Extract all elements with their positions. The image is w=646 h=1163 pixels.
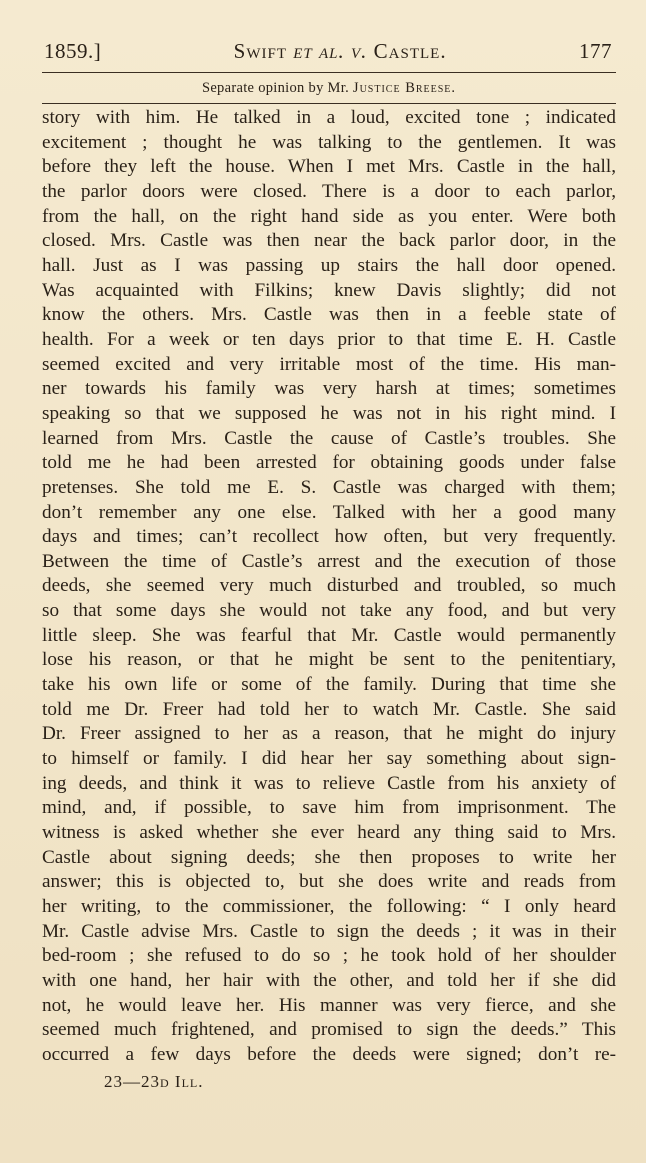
text-line: deeds, she seemed very much disturbed and troubled, so much xyxy=(42,575,616,597)
text-line: Dr. Freer assigned to her as a reason, that he might do injury xyxy=(42,723,616,745)
text-line: little sleep. She was fearful that Mr. Castle would permanently xyxy=(42,624,616,646)
subheader-name: Justice Breese. xyxy=(352,80,457,96)
text-line: story with him. He talked in a loud, excited tone ; indicated xyxy=(42,107,616,128)
text-line: lose his reason, or that he might be sent to the penitentiary, xyxy=(42,649,616,671)
text-line: speaking so that we supposed he was not in his right mind. I xyxy=(42,402,616,424)
opinion-subheader xyxy=(42,79,616,97)
text-line: Was acquainted with Filkins; knew Davis slightly; did not xyxy=(42,279,616,301)
text-line: closed. Mrs. Castle was then near the back parlor door, in the xyxy=(42,230,616,252)
text-line: to himself or family. I did hear her say something about sign- xyxy=(42,748,616,770)
text-line: not, he would leave her. His manner was very fierce, and she xyxy=(42,994,616,1016)
case-title-post: Castle. xyxy=(367,39,447,63)
text-line: seemed much frightened, and promised to sign the deeds.” This xyxy=(42,1019,616,1041)
case-title xyxy=(234,38,447,64)
page-number: 177 xyxy=(578,39,612,63)
text-line: with one hand, her hair with the other, and told her if she did xyxy=(42,969,616,991)
text-line: witness is asked whether she ever heard any thing said to Mrs. xyxy=(42,822,616,844)
text-line: told me Dr. Freer had told her to watch Mr. Castle. She said xyxy=(42,698,616,720)
text-line: so that some days she would not take any food, and but very xyxy=(42,600,616,622)
text-line: know the others. Mrs. Castle was then in a feeble state of xyxy=(42,304,616,326)
subheader-prefix: Separate opinion by Mr. xyxy=(201,80,353,96)
text-line: her writing, to the commissioner, the following: “ I only heard xyxy=(42,896,616,917)
subheader-rule xyxy=(42,103,616,104)
text-line: health. For a week or ten days prior to that time E. H. Castle xyxy=(42,328,616,350)
text-line: Between the time of Castle’s arrest and the execution of those xyxy=(42,550,616,572)
header-rule xyxy=(42,72,616,73)
text-line: answer; this is objected to, but she does write and reads from xyxy=(42,871,616,893)
text-line: ing deeds, and think it was to relieve Castle from his anxiety of xyxy=(42,772,616,794)
text-line: don’t remember any one else. Talked with her a good many xyxy=(42,501,616,523)
text-line: mind, and, if possible, to save him from imprisonment. The xyxy=(42,797,616,819)
text-line: excitement ; thought he was talking to the gentlemen. It was xyxy=(42,131,616,153)
text-line: occurred a few days before the deeds were signed; don’t re- xyxy=(42,1043,616,1065)
text-line: learned from Mrs. Castle the cause of Castle’s troubles. She xyxy=(42,427,616,449)
signature-mark: 23—23d Ill. xyxy=(104,1071,204,1091)
text-line: bed-room ; she refused to do so ; he took hold of her shoulder xyxy=(42,945,616,967)
text-line: told me he had been arrested for obtaining goods under false xyxy=(42,452,616,474)
case-title-italic: et al. v. xyxy=(293,39,368,63)
text-line: Castle about signing deeds; she then proposes to write her xyxy=(42,846,616,868)
text-line: take his own life or some of the family. During that time she xyxy=(42,674,616,696)
text-line: hall. Just as I was passing up stairs the hall door opened. xyxy=(42,254,616,276)
case-title-pre: Swift xyxy=(233,39,294,63)
text-line: before they left the house. When I met Mrs. Castle in the hall, xyxy=(42,156,616,178)
text-line: Mr. Castle advise Mrs. Castle to sign the deeds ; it was in their xyxy=(42,920,616,942)
body-text xyxy=(42,106,616,1068)
text-line: days and times; can’t recollect how often, but very frequently. xyxy=(42,526,616,548)
text-line: ner towards his family was very harsh at times; sometimes xyxy=(42,378,616,400)
running-head xyxy=(42,38,616,64)
text-line: seemed excited and very irritable most of the time. His man- xyxy=(42,353,616,375)
text-line: the parlor doors were closed. There is a door to each parlor, xyxy=(42,180,616,202)
text-line: from the hall, on the right hand side as you enter. Were both xyxy=(42,205,616,227)
text-line: pretenses. She told me E. S. Castle was charged with them; xyxy=(42,476,616,498)
year-label: 1859.] xyxy=(44,39,102,63)
